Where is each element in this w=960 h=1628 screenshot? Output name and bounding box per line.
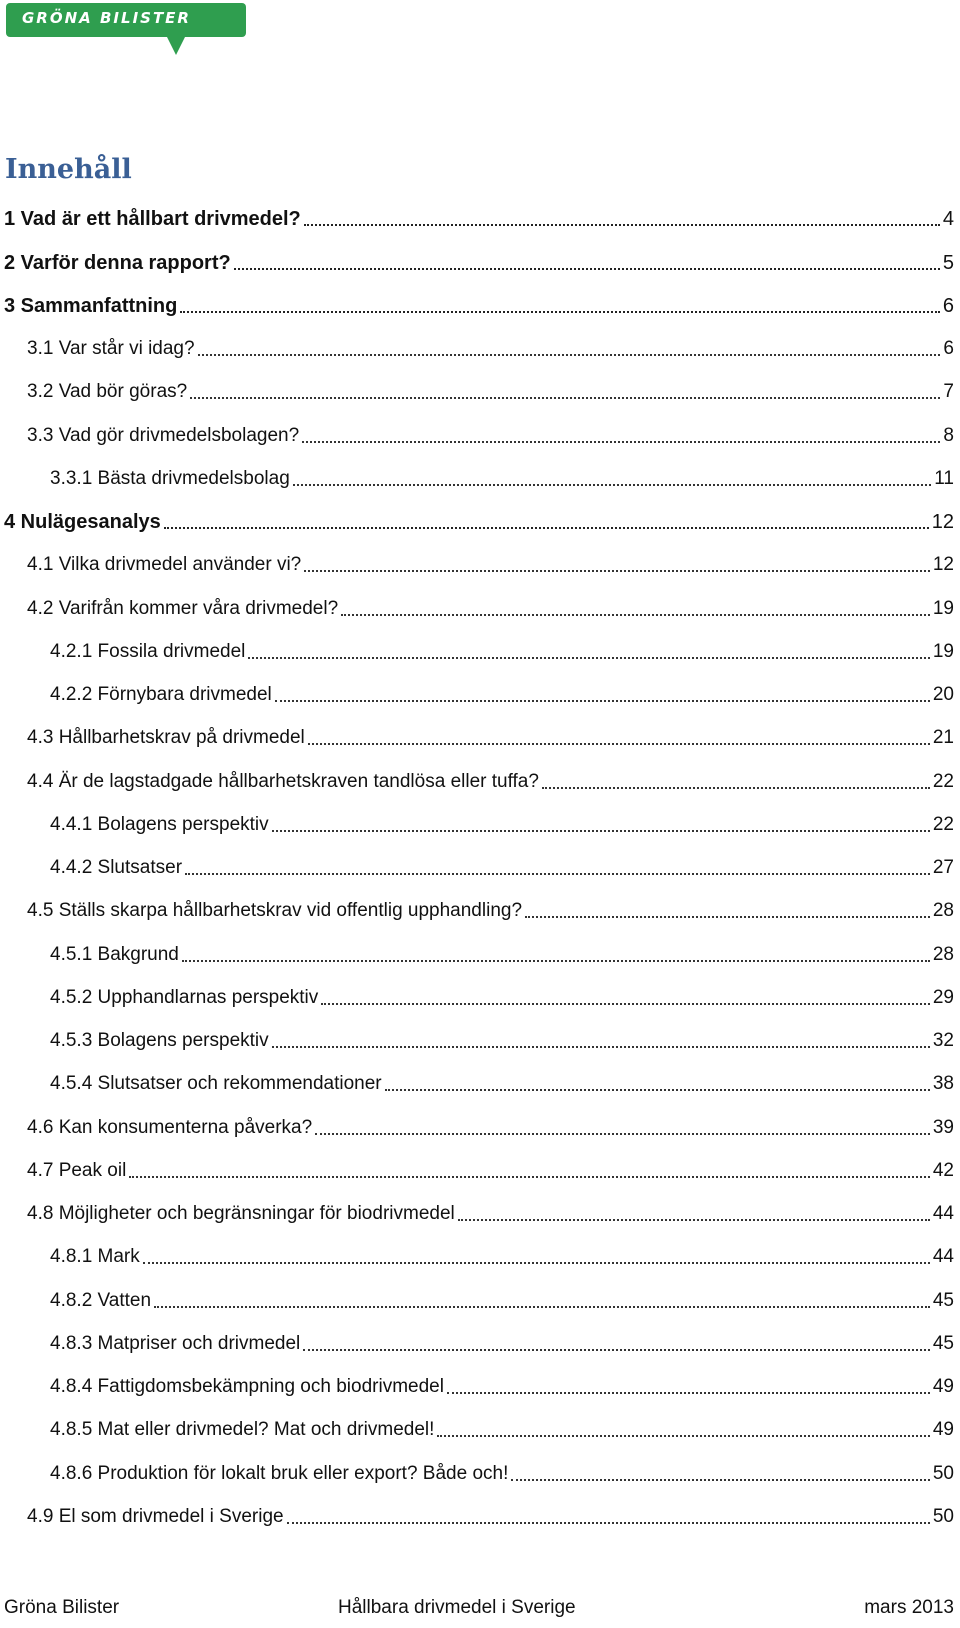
toc-entry-page-number: 6 (943, 338, 954, 359)
toc-entry-page-number: 50 (932, 1462, 954, 1484)
toc-entry-page-number: 45 (932, 1332, 954, 1354)
toc-entry-page-number: 12 (931, 511, 954, 533)
toc-entry-page-number: 22 (932, 770, 954, 792)
toc-entry-page-number: 44 (932, 1246, 954, 1268)
toc-entry-page-number: 49 (932, 1376, 954, 1397)
toc-entry-label: 4.9 El som drivmedel i Sverige (27, 1505, 284, 1527)
toc-entry[interactable] (0, 1318, 960, 1361)
toc-entry-page-number: 32 (932, 1030, 954, 1051)
footer-report-title: Hållbara drivmedel i Sverige (338, 1597, 576, 1618)
toc-entry-label: 3.1 Var står vi idag? (27, 338, 195, 359)
toc-entry-label: 4.5.1 Bakgrund (50, 943, 179, 965)
toc-entry-page-number: 20 (932, 684, 954, 705)
toc-dot-leader (437, 1435, 929, 1437)
toc-dot-leader (143, 1262, 930, 1264)
toc-entry[interactable] (0, 236, 960, 279)
toc-dot-leader (154, 1306, 930, 1308)
toc-dot-leader (182, 960, 930, 962)
toc-entry-page-number: 21 (932, 727, 954, 749)
toc-entry-label: 4.4.1 Bolagens perspektiv (50, 813, 269, 835)
table-of-contents (0, 193, 960, 1534)
toc-entry[interactable] (0, 1188, 960, 1231)
toc-entry-page-number: 28 (932, 943, 954, 965)
toc-entry[interactable] (0, 1491, 960, 1534)
toc-entry-label: 4.8.4 Fattigdomsbekämpning och biodrivmedel (50, 1376, 444, 1397)
toc-entry[interactable] (0, 1447, 960, 1490)
toc-entry[interactable] (0, 582, 960, 625)
toc-dot-leader (315, 1133, 930, 1135)
toc-title: Innehåll (5, 154, 132, 185)
toc-entry-page-number: 4 (942, 208, 954, 231)
toc-entry-page-number: 7 (943, 381, 954, 403)
logo-text: GRÖNA BILISTER (22, 9, 191, 27)
toc-entry-label: 4.6 Kan konsumenterna påverka? (27, 1116, 313, 1138)
toc-entry[interactable] (0, 799, 960, 842)
toc-entry[interactable] (0, 409, 960, 452)
toc-entry-label: 4 Nulägesanalys (4, 511, 161, 533)
toc-entry[interactable] (0, 972, 960, 1015)
toc-dot-leader (511, 1479, 929, 1481)
toc-entry[interactable] (0, 280, 960, 323)
toc-entry[interactable] (0, 1361, 960, 1404)
toc-dot-leader (293, 484, 932, 486)
toc-dot-leader (180, 311, 940, 313)
toc-entry-label: 4.4.2 Slutsatser (50, 857, 183, 878)
toc-entry[interactable] (0, 1145, 960, 1188)
toc-entry-page-number: 19 (932, 597, 954, 619)
toc-dot-leader (542, 787, 930, 789)
toc-entry-page-number: 8 (943, 424, 954, 446)
toc-entry-label: 3 Sammanfattning (4, 294, 178, 317)
toc-entry[interactable] (0, 1101, 960, 1144)
toc-entry[interactable] (0, 669, 960, 712)
toc-entry-page-number: 11 (934, 467, 954, 489)
toc-entry[interactable] (0, 842, 960, 885)
logo (6, 3, 246, 55)
toc-entry-label: 3.3.1 Bästa drivmedelsbolag (50, 467, 290, 489)
toc-entry-label: 4.5.4 Slutsatser och rekommendationer (50, 1073, 382, 1095)
toc-entry-page-number: 38 (932, 1073, 954, 1095)
toc-entry-label: 4.5 Ställs skarpa hållbarhetskrav vid offentlig upphandling? (27, 900, 523, 922)
toc-entry-label: 4.5.3 Bolagens perspektiv (50, 1030, 269, 1051)
toc-entry[interactable] (0, 626, 960, 669)
toc-entry-label: 4.8.2 Vatten (50, 1289, 152, 1311)
toc-dot-leader (458, 1219, 930, 1221)
toc-entry[interactable] (0, 193, 960, 236)
toc-entry-label: 3.3 Vad gör drivmedelsbolagen? (27, 424, 300, 446)
footer-date: mars 2013 (864, 1597, 954, 1618)
toc-dot-leader (248, 657, 929, 659)
toc-dot-leader (287, 1522, 930, 1524)
toc-entry-label: 1 Vad är ett hållbart drivmedel? (4, 208, 301, 231)
toc-dot-leader (304, 570, 930, 572)
toc-entry[interactable] (0, 1274, 960, 1317)
toc-dot-leader (304, 224, 940, 226)
toc-entry-page-number: 19 (932, 640, 954, 662)
toc-entry-label: 4.7 Peak oil (27, 1159, 127, 1181)
page-footer (4, 1597, 954, 1623)
toc-entry[interactable] (0, 928, 960, 971)
toc-dot-leader (190, 397, 940, 399)
toc-dot-leader (272, 830, 930, 832)
toc-dot-leader (129, 1176, 930, 1178)
toc-entry-page-number: 22 (932, 813, 954, 835)
toc-entry-page-number: 45 (932, 1289, 954, 1311)
toc-entry-page-number: 44 (932, 1203, 954, 1224)
toc-entry-label: 4.4 Är de lagstadgade hållbarhetskraven tandlösa eller tuffa? (27, 770, 539, 792)
toc-entry-label: 4.8.3 Matpriser och drivmedel (50, 1332, 301, 1354)
toc-entry-page-number: 12 (932, 554, 954, 576)
toc-entry-label: 3.2 Vad bör göras? (27, 381, 188, 403)
toc-entry-label: 4.8.1 Mark (50, 1246, 140, 1268)
toc-entry-label: 4.8.5 Mat eller drivmedel? Mat och drivmedel! (50, 1419, 435, 1441)
toc-entry-page-number: 50 (932, 1505, 954, 1527)
toc-entry-label: 4.8.6 Produktion för lokalt bruk eller export? Både och! (50, 1462, 509, 1484)
logo-tail (166, 35, 186, 55)
toc-dot-leader (164, 527, 929, 529)
toc-entry-page-number: 49 (932, 1419, 954, 1441)
toc-dot-leader (525, 916, 930, 918)
toc-dot-leader (447, 1392, 930, 1394)
toc-entry[interactable] (0, 539, 960, 582)
toc-entry-label: 4.3 Hållbarhetskrav på drivmedel (27, 727, 305, 749)
toc-dot-leader (341, 614, 930, 616)
toc-entry[interactable] (0, 755, 960, 798)
toc-entry[interactable] (0, 1404, 960, 1447)
toc-entry[interactable] (0, 1015, 960, 1058)
toc-dot-leader (272, 1046, 930, 1048)
toc-entry-label: 4.8 Möjligheter och begränsningar för biodrivmedel (27, 1203, 455, 1224)
toc-entry-label: 4.2.2 Förnybara drivmedel (50, 684, 272, 705)
toc-entry[interactable] (0, 323, 960, 366)
toc-dot-leader (308, 743, 930, 745)
toc-dot-leader (234, 268, 940, 270)
toc-entry[interactable] (0, 1058, 960, 1101)
toc-dot-leader (303, 1349, 930, 1351)
footer-organization: Gröna Bilister (4, 1597, 120, 1618)
toc-dot-leader (302, 441, 940, 443)
toc-entry[interactable] (0, 712, 960, 755)
toc-dot-leader (321, 1003, 930, 1005)
toc-entry-page-number: 42 (932, 1159, 954, 1181)
toc-entry-label: 4.2 Varifrån kommer våra drivmedel? (27, 597, 339, 619)
toc-entry-page-number: 27 (932, 857, 954, 878)
toc-dot-leader (185, 873, 930, 875)
toc-entry[interactable] (0, 366, 960, 409)
toc-entry-page-number: 5 (942, 251, 954, 274)
toc-entry-label: 4.1 Vilka drivmedel använder vi? (27, 554, 302, 576)
toc-entry-page-number: 28 (932, 900, 954, 922)
toc-entry-label: 4.5.2 Upphandlarnas perspektiv (50, 986, 319, 1008)
toc-entry[interactable] (0, 1231, 960, 1274)
toc-entry-page-number: 6 (942, 294, 954, 317)
toc-entry[interactable] (0, 496, 960, 539)
toc-dot-leader (198, 354, 941, 356)
toc-entry-page-number: 39 (932, 1116, 954, 1138)
toc-dot-leader (385, 1089, 930, 1091)
toc-dot-leader (275, 700, 930, 702)
logo-banner (6, 3, 246, 37)
toc-entry-page-number: 29 (932, 986, 954, 1008)
toc-entry-label: 2 Varför denna rapport? (4, 251, 231, 274)
toc-entry-label: 4.2.1 Fossila drivmedel (50, 640, 246, 662)
toc-entry[interactable] (0, 885, 960, 928)
toc-entry[interactable] (0, 453, 960, 496)
